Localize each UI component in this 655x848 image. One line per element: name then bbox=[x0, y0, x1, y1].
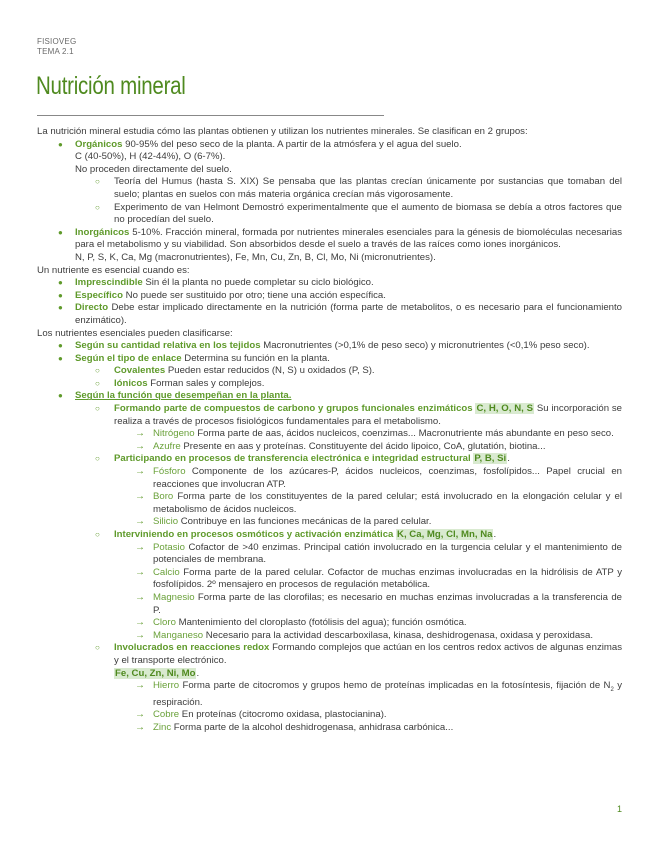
organicos-composition: C (40-50%), H (42-44%), O (6-7%). bbox=[75, 151, 226, 163]
element-calcio: → Calcio Forma parte de la pared celular. Cofactor de muchas enzimas involucradas en la hidrólisis de ATP y fosfolípidos. 2º mensajero en procesos de regulación metabólica. bbox=[37, 567, 622, 592]
element-nitrogeno: → Nitrógeno Forma parte de aas, ácidos nucleicos, coenzimas... Macronutriente más abundante en peso seco. bbox=[37, 428, 622, 441]
document-body bbox=[37, 126, 622, 734]
element-silicio: → Silicio Contribuye en las funciones mecánicas de la pared celular. bbox=[37, 516, 622, 529]
list-item-cantidad: ● Según su cantidad relativa en los tejidos Macronutrientes (>0,1% de peso seco) y micronutrientes (<0,1% peso seco). bbox=[37, 340, 622, 353]
element-manganeso: → Manganeso Necesario para la actividad descarboxilasa, kinasa, deshidrogenasa, oxidasa y peroxidasa. bbox=[37, 630, 622, 643]
element-magnesio: → Magnesio Forma parte de las clorofilas; es necesario en muchas enzimas involucradas a la transferencia de P. bbox=[37, 592, 622, 617]
header-course: FISIOVEG bbox=[37, 37, 77, 46]
redox-elements: Fe, Cu, Zn, Ni, Mo. bbox=[115, 667, 200, 679]
list-item-directo: ● Directo Debe estar implicado directamente en la nutrición (forma parte de metabolitos, o es necesario para el funcionamiento enzimático). bbox=[37, 302, 622, 327]
element-azufre: → Azufre Presente en aas y proteínas. Constituyente del ácido lipoico, CoA, glutatión, biotina... bbox=[37, 441, 622, 454]
group-redox: ○ Involucrados en reacciones redox Formando complejos que actúan en los centros redox activos de algunas enzimas y el transporte electrónico. bbox=[37, 642, 622, 667]
list-item-enlace: ● Según el tipo de enlace Determina su función en la planta. bbox=[37, 353, 622, 366]
element-fosforo: → Fósforo Componente de los azúcares-P, ácidos nucleicos, coenzimas, fosfolípidos... Papel crucial en reacciones que involucran ATP. bbox=[37, 466, 622, 491]
intro-paragraph: La nutrición mineral estudia cómo las plantas obtienen y utilizan los nutrientes minerales. Se clasifican en 2 grupos: bbox=[37, 126, 528, 137]
sub-item-ionicos: ○ Iónicos Forman sales y complejos. bbox=[37, 378, 622, 391]
esencial-intro: Un nutriente es esencial cuando es: bbox=[37, 264, 190, 276]
inorganicos-elements: N, P, S, K, Ca, Mg (macronutrientes), Fe, Mn, Cu, Zn, B, Cl, Mo, Ni (micronutrientes). bbox=[75, 251, 436, 263]
group-osmoticos: ○ Interviniendo en procesos osmóticos y activación enzimática K, Ca, Mg, Cl, Mn, Na. bbox=[37, 529, 622, 542]
organicos-origin: No proceden directamente del suelo. bbox=[75, 163, 232, 175]
clasif-intro: Los nutrientes esenciales pueden clasificarse: bbox=[37, 327, 233, 339]
list-item-inorganicos: ● Inorgánicos 5-10%. Fracción mineral, formada por nutrientes minerales esenciales para la génesis de biomoléculas necesarias para el metabolismo y su viabilidad. Son absorbidos desde el suelo a través de las raíces como iones inorgánicos. bbox=[37, 227, 622, 252]
sub-item-covalentes: ○ Covalentes Pueden estar reducidos (N, S) u oxidados (P, S). bbox=[37, 365, 622, 378]
element-cobre: → Cobre En proteínas (citocromo oxidasa, plastocianina). bbox=[37, 709, 622, 722]
sub-item-helmont: ○ Experimento de van Helmont Demostró experimentalmente que el aumento de biomasa se debía a otros factores que no procedían del suelo. bbox=[37, 202, 622, 227]
page-title: Nutrición mineral bbox=[36, 72, 186, 100]
sub-item-humus: ○ Teoría del Humus (hasta S. XIX) Se pensaba que las plantas crecían únicamente por sustancias que tomaban del suelo; plantas en suelos con más materia orgánica crecían más vigorosamente. bbox=[37, 176, 622, 201]
list-item-organicos: ● Orgánicos 90-95% del peso seco de la planta. A partir de la atmósfera y el agua del suelo. bbox=[37, 139, 622, 152]
header-topic: TEMA 2.1 bbox=[37, 46, 74, 56]
list-item-imprescindible: ● Imprescindible Sin él la planta no puede completar su ciclo biológico. bbox=[37, 277, 622, 290]
element-potasio: → Potasio Cofactor de >40 enzimas. Principal catión involucrado en la turgencia celular y el mantenimiento de potenciales de membrana. bbox=[37, 542, 622, 567]
page-header bbox=[37, 37, 76, 56]
list-item-especifico: ● Específico No puede ser sustituido por otro; tiene una acción específica. bbox=[37, 290, 622, 303]
element-cloro: → Cloro Mantenimiento del cloroplasto (fotólisis del agua); función osmótica. bbox=[37, 617, 622, 630]
element-hierro: → Hierro Forma parte de citocromos y grupos hemo de proteínas implicadas en la fotosíntesis, fijación de $N_2$ y respiración. bbox=[37, 680, 622, 709]
list-item-funcion: ● Según la función que desempeñan en la planta. bbox=[37, 390, 622, 403]
title-underline bbox=[37, 115, 384, 116]
element-zinc: → Zinc Forma parte de la alcohol deshidrogenasa, anhidrasa carbónica... bbox=[37, 722, 622, 735]
group-carbono: ○ Formando parte de compuestos de carbono y grupos funcionales enzimáticos C, H, O, N, S Su incorporación se realiza a través de procesos fisiológicos fundamentales para el metabolismo. bbox=[37, 403, 622, 428]
page-number: 1 bbox=[617, 804, 623, 814]
group-transferencia: ○ Participando en procesos de transferencia electrónica e integridad estructural P, B, Si. bbox=[37, 453, 622, 466]
element-boro: → Boro Forma parte de los constituyentes de la pared celular; está involucrado en la elongación celular y el metabolismo de ácidos nucleicos. bbox=[37, 491, 622, 516]
